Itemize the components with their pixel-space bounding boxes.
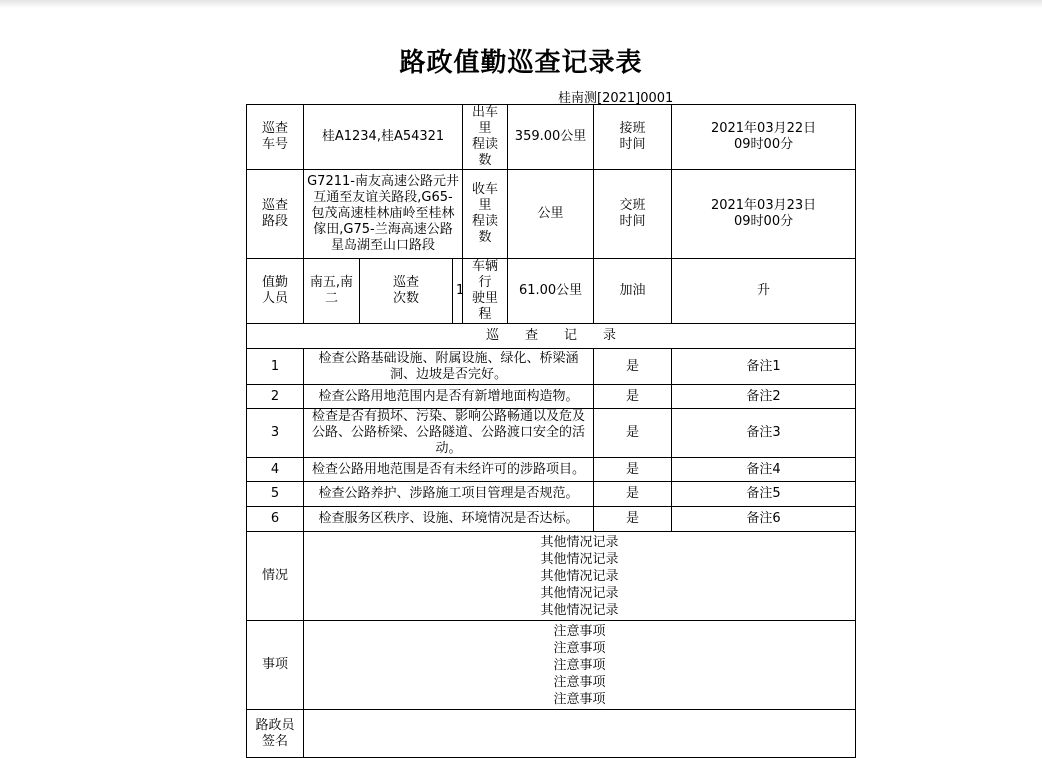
shift-end-value[interactable]: 2021年03月23日 09时00分 xyxy=(672,170,856,259)
distance-label: 车辆行 驶里程 xyxy=(463,259,508,324)
signature-label: 路政员 签名 xyxy=(247,710,304,758)
table-row xyxy=(247,170,856,259)
table-row xyxy=(247,621,856,710)
patrol-record-table xyxy=(246,104,856,758)
record-number: 1 xyxy=(247,349,304,385)
table-row xyxy=(247,259,856,324)
record-note[interactable]: 备注6 xyxy=(672,507,856,532)
record-item: 检查公路养护、涉路施工项目管理是否规范。 xyxy=(304,482,594,507)
record-result[interactable]: 是 xyxy=(594,458,672,482)
patrol-count-value[interactable]: 1 xyxy=(453,259,463,324)
out-mileage-label: 出车里 程读数 xyxy=(463,105,508,170)
staff-label: 值勤 人员 xyxy=(247,259,304,324)
patrol-count-label: 巡查 次数 xyxy=(360,259,453,324)
record-result[interactable]: 是 xyxy=(594,482,672,507)
record-note[interactable]: 备注5 xyxy=(672,482,856,507)
signature-field[interactable] xyxy=(304,710,856,758)
in-mileage-value[interactable]: 公里 xyxy=(508,170,594,259)
records-header: 巡 查 记 录 xyxy=(247,324,856,349)
fuel-label: 加油 xyxy=(594,259,672,324)
record-note[interactable]: 备注2 xyxy=(672,385,856,409)
record-row xyxy=(247,385,856,409)
record-row xyxy=(247,482,856,507)
window-top-edge xyxy=(0,0,1042,8)
record-note[interactable]: 备注3 xyxy=(672,409,856,458)
record-row xyxy=(247,409,856,458)
record-result[interactable]: 是 xyxy=(594,385,672,409)
record-row xyxy=(247,507,856,532)
table-row xyxy=(247,710,856,758)
route-value[interactable]: G7211-南友高速公路元井互通至友谊关路段,G65-包茂高速桂林庙岭至桂林傢田,G75-兰海高速公路星岛湖至山口路段 xyxy=(304,170,463,259)
record-result[interactable]: 是 xyxy=(594,349,672,385)
matters-label: 事项 xyxy=(247,621,304,710)
record-result[interactable]: 是 xyxy=(594,409,672,458)
record-item: 检查公路基础设施、附属设施、绿化、桥梁涵洞、边坡是否完好。 xyxy=(304,349,594,385)
route-label: 巡查 路段 xyxy=(247,170,304,259)
record-row xyxy=(247,458,856,482)
vehicle-value[interactable]: 桂A1234,桂A54321 xyxy=(304,105,463,170)
record-number: 5 xyxy=(247,482,304,507)
record-note[interactable]: 备注1 xyxy=(672,349,856,385)
record-number: 3 xyxy=(247,409,304,458)
record-note[interactable]: 备注4 xyxy=(672,458,856,482)
record-item: 检查公路用地范围是否有未经许可的涉路项目。 xyxy=(304,458,594,482)
out-mileage-value[interactable]: 359.00公里 xyxy=(508,105,594,170)
situation-label: 情况 xyxy=(247,532,304,621)
shift-end-label: 交班 时间 xyxy=(594,170,672,259)
fuel-value[interactable]: 升 xyxy=(672,259,856,324)
vehicle-label: 巡查 车号 xyxy=(247,105,304,170)
table-row xyxy=(247,532,856,621)
document-number: 桂南测[2021]0001 xyxy=(558,91,674,106)
record-row xyxy=(247,349,856,385)
shift-start-label: 接班 时间 xyxy=(594,105,672,170)
record-result[interactable]: 是 xyxy=(594,507,672,532)
table-row xyxy=(247,324,856,349)
record-item: 检查是否有损坏、污染、影响公路畅通以及危及公路、公路桥梁、公路隧道、公路渡口安全的活动。 xyxy=(304,409,594,458)
table-row xyxy=(247,105,856,170)
page-title: 路政值勤巡查记录表 xyxy=(399,48,643,78)
in-mileage-label: 收车里 程读数 xyxy=(463,170,508,259)
staff-value[interactable]: 南五,南二 xyxy=(304,259,360,324)
record-item: 检查公路用地范围内是否有新增地面构造物。 xyxy=(304,385,594,409)
record-number: 2 xyxy=(247,385,304,409)
situation-content[interactable]: 其他情况记录 其他情况记录 其他情况记录 其他情况记录 其他情况记录 xyxy=(304,532,856,621)
record-number: 4 xyxy=(247,458,304,482)
record-item: 检查服务区秩序、设施、环境情况是否达标。 xyxy=(304,507,594,532)
shift-start-value[interactable]: 2021年03月22日 09时00分 xyxy=(672,105,856,170)
record-number: 6 xyxy=(247,507,304,532)
matters-content[interactable]: 注意事项 注意事项 注意事项 注意事项 注意事项 xyxy=(304,621,856,710)
distance-value[interactable]: 61.00公里 xyxy=(508,259,594,324)
